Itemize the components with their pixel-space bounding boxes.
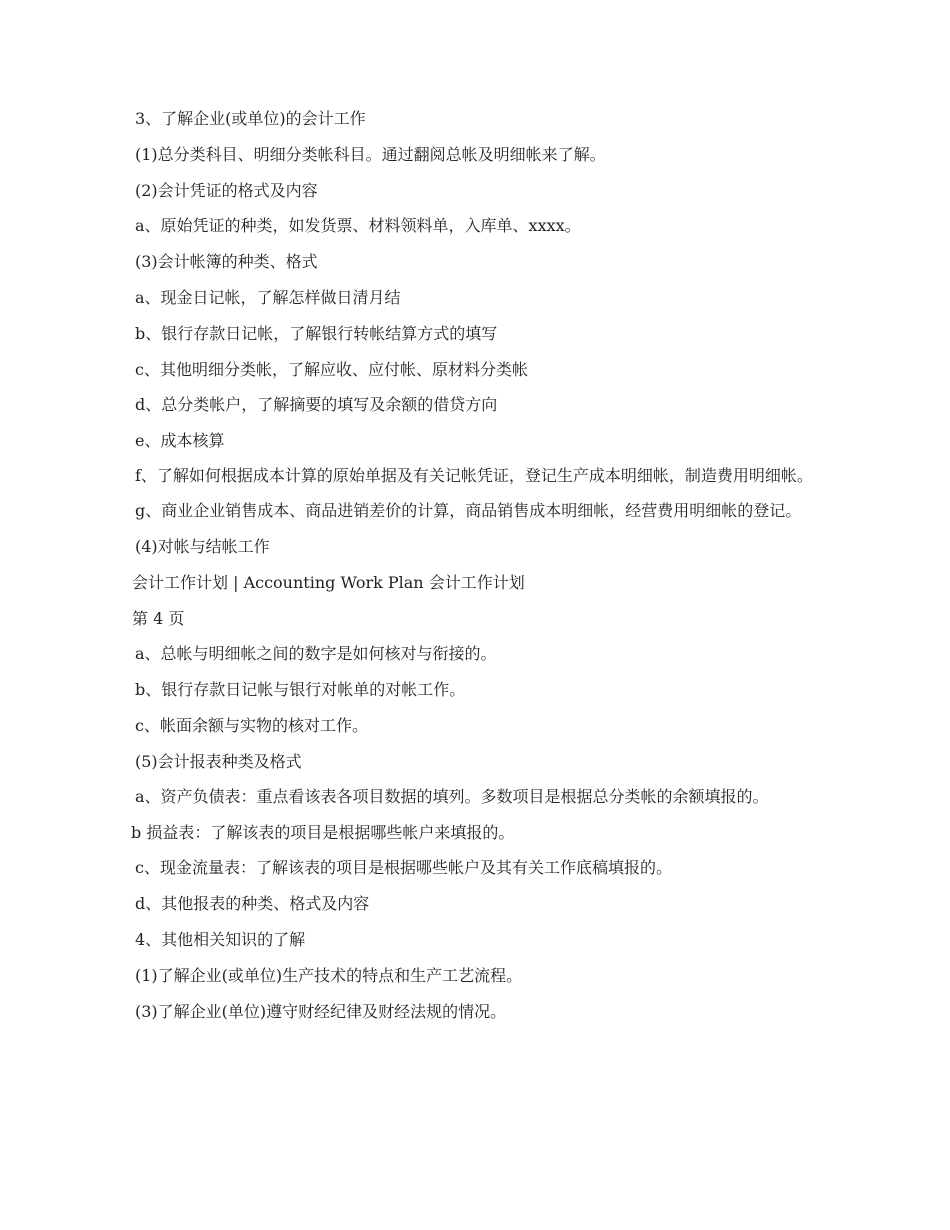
paragraph: (1)了解企业(或单位)生产技术的特点和生产工艺流程。 — [135, 965, 523, 985]
paragraph: f、了解如何根据成本计算的原始单据及有关记帐凭证，登记生产成本明细帐，制造费用明细帐。 — [135, 465, 813, 485]
paragraph: a、原始凭证的种类，如发货票、材料领料单，入库单、xxxx。 — [135, 216, 581, 236]
paragraph: (3)了解企业(单位)遵守财经纪律及财经法规的情况。 — [135, 1001, 507, 1021]
paragraph: a、资产负债表：重点看该表各项目数据的填列。多数项目是根据总分类帐的余额填报的。 — [135, 786, 769, 806]
paragraph: e、成本核算 — [135, 431, 225, 451]
paragraph: 3、了解企业(或单位)的会计工作 — [135, 109, 366, 128]
paragraph: c、其他明细分类帐，了解应收、应付帐、原材料分类帐 — [135, 359, 528, 379]
paragraph: a、总帐与明细帐之间的数字是如何核对与衔接的。 — [135, 644, 497, 664]
paragraph: 4、其他相关知识的了解 — [135, 929, 306, 949]
paragraph: b、银行存款日记帐与银行对帐单的对帐工作。 — [135, 680, 466, 700]
paragraph: c、帐面余额与实物的核对工作。 — [135, 715, 368, 735]
page-number: 第 4 页 — [132, 608, 185, 628]
paragraph: a、现金日记帐，了解怎样做日清月结 — [135, 287, 401, 307]
paragraph: (3)会计帐簿的种类、格式 — [135, 252, 318, 272]
paragraph: g、商业企业销售成本、商品进销差价的计算，商品销售成本明细帐，经营费用明细帐的登记。 — [135, 500, 802, 520]
paragraph: (1)总分类科目、明细分类帐科目。通过翻阅总帐及明细帐来了解。 — [135, 144, 606, 164]
paragraph: (2)会计凭证的格式及内容 — [135, 180, 318, 200]
paragraph: (4)对帐与结帐工作 — [135, 536, 270, 556]
paragraph: c、现金流量表：了解该表的项目是根据哪些帐户及其有关工作底稿填报的。 — [135, 858, 672, 878]
running-header: 会计工作计划 | Accounting Work Plan 会计工作计划 — [132, 572, 525, 592]
paragraph: d、总分类帐户，了解摘要的填写及余额的借贷方向 — [135, 395, 498, 415]
paragraph: d、其他报表的种类、格式及内容 — [135, 894, 370, 914]
paragraph: (5)会计报表种类及格式 — [135, 751, 302, 771]
paragraph: b 损益表：了解该表的项目是根据哪些帐户来填报的。 — [131, 822, 515, 842]
paragraph: b、银行存款日记帐，了解银行转帐结算方式的填写 — [135, 323, 498, 343]
